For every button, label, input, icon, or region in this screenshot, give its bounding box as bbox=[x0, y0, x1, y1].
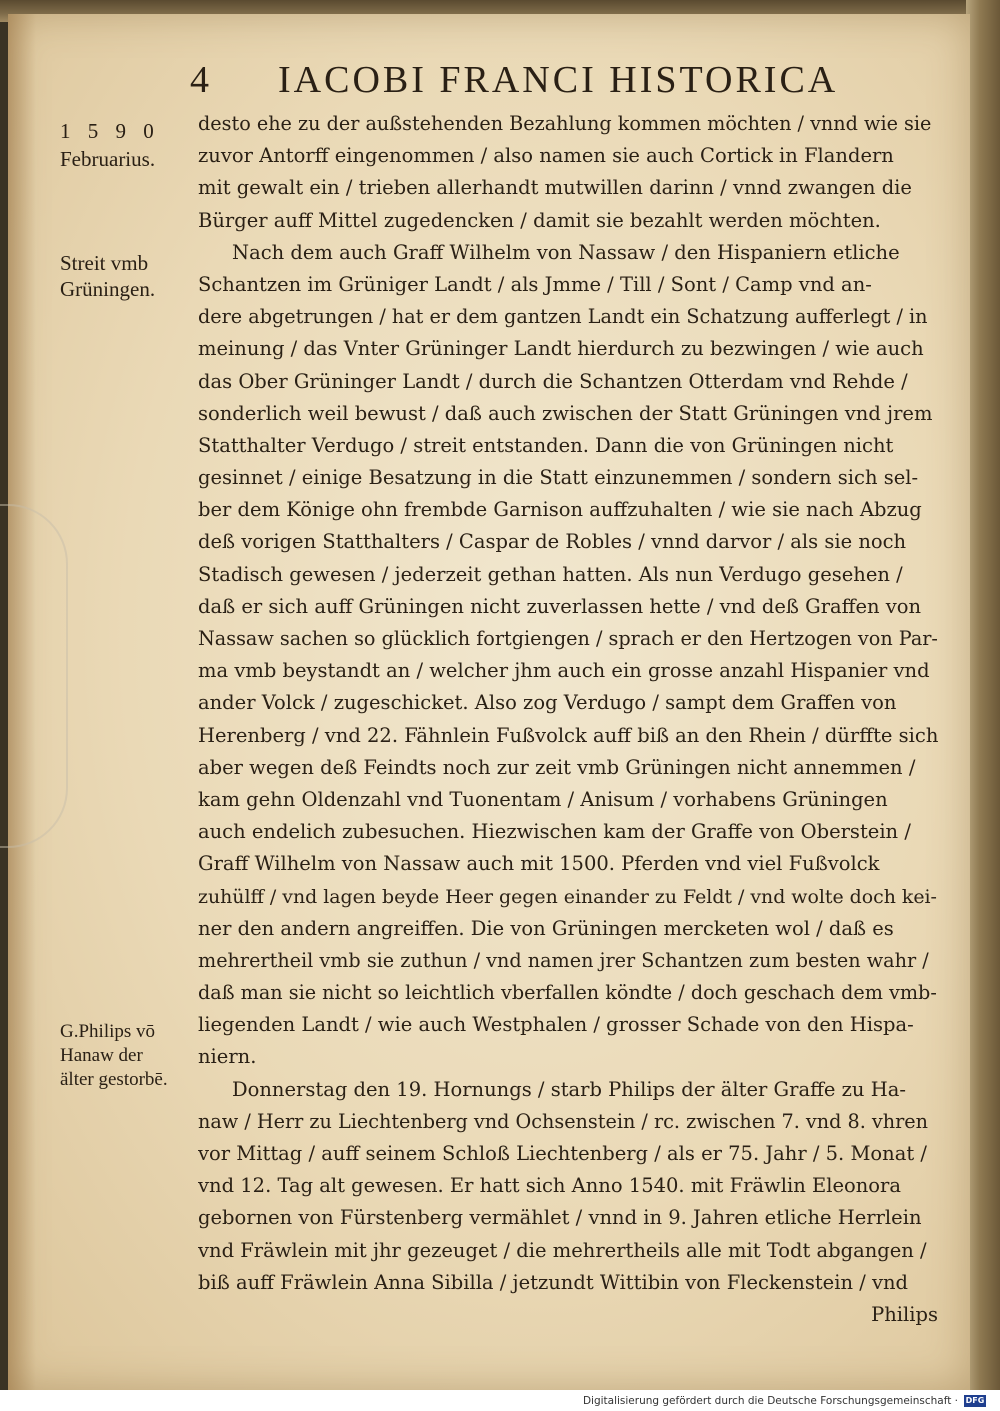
text-line: auch endelich zubesuchen. Hiezwischen kam der Graffe von Oberstein / bbox=[198, 820, 911, 844]
text-line: vnd 12. Tag alt gewesen. Er hatt sich Anno 1540. mit Fräwlin Eleonora bbox=[198, 1174, 901, 1198]
text-line: Bürger auff Mittel zugedencken / damit sie bezahlt werden möchten. bbox=[198, 208, 881, 232]
margin-year: 1 5 9 0 bbox=[60, 119, 160, 143]
page-number: 4 bbox=[190, 59, 212, 101]
text-line: daß man sie nicht so leichtlich vberfallen köndte / doch geschach dem vmb- bbox=[198, 981, 937, 1005]
text-line: niern. bbox=[198, 1045, 257, 1069]
text-line: Nach dem auch Graff Wilhelm von Nassaw / den Hispaniern etliche bbox=[232, 240, 900, 264]
text-line: deß vorigen Statthalters / Caspar de Robles / vnnd darvor / als sie noch bbox=[198, 530, 907, 554]
text-line: Schantzen im Grüniger Landt / als Jmme / Till / Sont / Camp vnd an- bbox=[198, 272, 872, 296]
text-line: naw / Herr zu Liechtenberg vnd Ochsenstein / rc. zwischen 7. vnd 8. vhren bbox=[198, 1109, 928, 1133]
text-line: liegenden Landt / wie auch Westphalen / grosser Schade von den Hispa- bbox=[198, 1013, 914, 1037]
text-line: gesinnet / einige Besatzung in die Statt einzunemmen / sondern sich sel- bbox=[198, 466, 919, 490]
text-line: daß er sich auff Grüningen nicht zuverlassen hette / vnd deß Graffen von bbox=[198, 594, 922, 618]
body-text bbox=[198, 108, 938, 1331]
text-line: Graff Wilhelm von Nassaw auch mit 1500. Pferden vnd viel Fußvolck bbox=[198, 852, 880, 876]
margin-note-line: Streit vmb bbox=[60, 251, 149, 275]
margin-note-streit bbox=[60, 250, 200, 302]
text-line: mit gewalt ein / trieben allerhandt mutwillen darinn / vnnd zwangen die bbox=[198, 176, 912, 200]
text-line: vor Mittag / auff seinem Schloß Liechtenberg / als er 75. Jahr / 5. Monat / bbox=[198, 1142, 927, 1165]
book-board-right bbox=[966, 0, 1000, 1390]
catchword: Philips bbox=[871, 1302, 938, 1326]
dfg-logo: DFG bbox=[965, 1396, 985, 1405]
text-line: dere abgetrungen / hat er dem gantzen Landt ein Schatzung aufferlegt / in bbox=[198, 305, 928, 329]
text-line: biß auff Fräwlein Anna Sibilla / jetzundt Wittibin von Fleckenstein / vnd bbox=[198, 1270, 909, 1294]
margin-note-line: Hanaw der bbox=[60, 1045, 143, 1066]
text-line: Donnerstag den 19. Hornungs / starb Philips der älter Graffe zu Ha- bbox=[232, 1077, 906, 1101]
funding-credit: Digitalisierung gefördert durch die Deutsche Forschungsgemeinschaft · bbox=[582, 1394, 958, 1407]
text-line: Statthalter Verdugo / streit entstanden. Dann die von Grüningen nicht bbox=[198, 433, 894, 457]
text-line: vnd Fräwlein mit jhr gezeuget / die mehrertheils alle mit Todt abgangen / bbox=[198, 1238, 927, 1262]
footer-bar bbox=[0, 1390, 1000, 1411]
text-line: Nassaw sachen so glücklich fortgiengen / sprach er den Hertzogen von Par- bbox=[198, 627, 938, 650]
margin-note-line: älter gestorbē. bbox=[60, 1069, 168, 1090]
running-head: IACOBI FRANCI HISTORICA bbox=[278, 59, 839, 101]
text-line: gebornen von Fürstenberg vermählet / vnnd in 9. Jahren etliche Herrlein bbox=[198, 1206, 922, 1230]
text-line: zuvor Antorff eingenommen / also namen sie auch Cortick in Flandern bbox=[198, 144, 894, 168]
margin-note-line: Grüningen. bbox=[60, 277, 156, 301]
margin-note-philips bbox=[60, 1020, 200, 1092]
margin-month: Februarius. bbox=[60, 147, 156, 171]
bookmark-ribbon bbox=[0, 504, 68, 848]
text-line: meinung / das Vnter Grüninger Landt hierdurch zu bezwingen / wie auch bbox=[198, 337, 924, 361]
text-line: Herenberg / vnd 22. Fähnlein Fußvolck auff biß an den Rhein / dürffte sich bbox=[198, 723, 938, 747]
text-line: das Ober Grüninger Landt / durch die Schantzen Otterdam vnd Rehde / bbox=[198, 369, 908, 393]
text-line: ner den andern angreiffen. Die von Grüningen mercketen wol / daß es bbox=[198, 916, 894, 940]
text-line: aber wegen deß Feindts noch zur zeit vmb Grüningen nicht annemmen / bbox=[198, 755, 916, 779]
text-line: desto ehe zu der außstehenden Bezahlung kommen möchten / vnnd wie sie bbox=[198, 112, 932, 135]
text-line: Stadisch gewesen / jederzeit gethan hatten. Als nun Verdugo gesehen / bbox=[198, 562, 903, 586]
text-line: ander Volck / zugeschicket. Also zog Verdugo / sampt dem Graffen von bbox=[198, 691, 897, 715]
text-line: mehrertheil vmb sie zuthun / vnd namen jrer Schantzen zum besten wahr / bbox=[198, 948, 929, 972]
text-line: zuhülff / vnd lagen beyde Heer gegen einander zu Feldt / vnd wolte doch kei- bbox=[198, 885, 937, 908]
text-line: ber dem Könige ohn frembde Garnison auffzuhalten / wie sie nach Abzug bbox=[198, 498, 922, 522]
text-line: kam gehn Oldenzahl vnd Tuonentam / Anisum / vorhabens Grüningen bbox=[198, 787, 888, 811]
text-line: sonderlich weil bewust / daß auch zwischen der Statt Grüningen vnd jrem bbox=[198, 401, 933, 425]
text-line: ma vmb beystandt an / welcher jhm auch ein grosse anzahl Hispanier vnd bbox=[198, 659, 930, 683]
margin-note-line: G.Philips vō bbox=[60, 1021, 156, 1042]
